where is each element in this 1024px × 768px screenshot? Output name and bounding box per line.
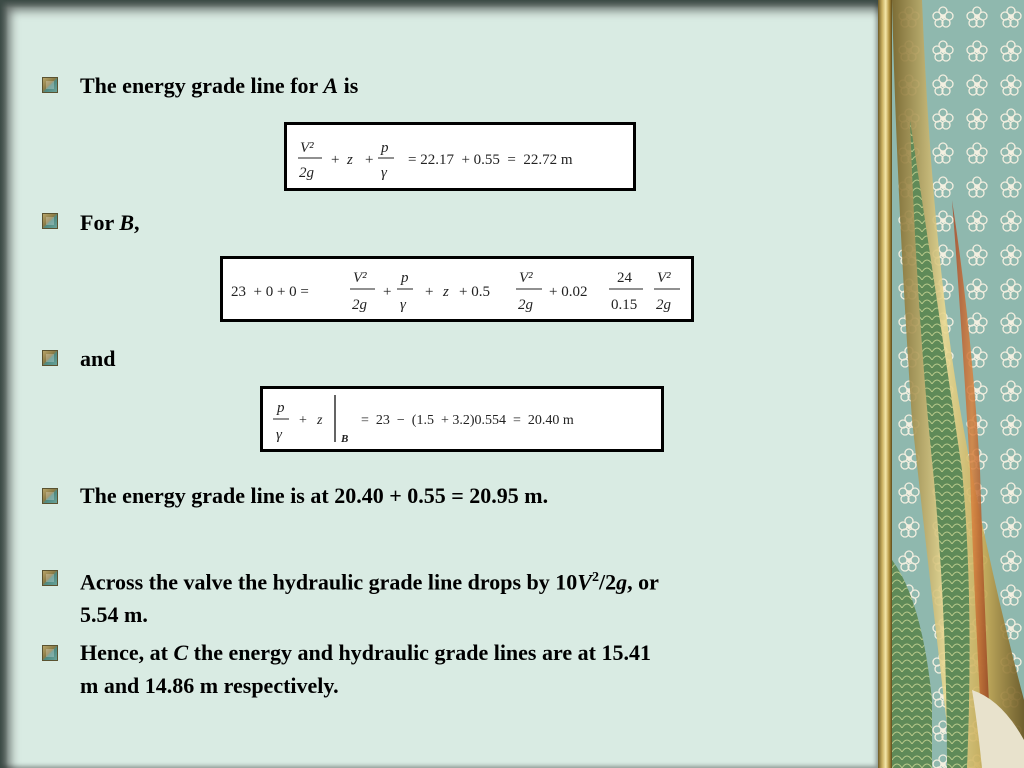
eq2-v2-c: V² (657, 270, 671, 286)
eq3-plus: + (299, 413, 307, 428)
equation-box-3 (260, 386, 664, 452)
eq2-2g-b: 2g (518, 297, 533, 313)
eq2-num: 24 (617, 270, 632, 286)
square-bullet-icon (42, 645, 58, 661)
bullet-6-line2: m and 14.86 m respectively. (80, 673, 339, 698)
bullet-5-line2: 5.54 m. (80, 602, 148, 628)
eq1-rhs: = 22.17 + 0.55 = 22.72 m (408, 151, 573, 168)
eq2-plus-1: + (383, 284, 392, 300)
eq2-lhs: 23 + 0 + 0 = (231, 284, 309, 300)
bullet-2-pre: For (80, 210, 120, 235)
eq1-p: p (381, 139, 389, 156)
equation-1 (290, 127, 630, 187)
bullet-5-g: g (616, 569, 628, 595)
eq1-2g: 2g (299, 164, 314, 181)
eq2-plus-2: + (425, 284, 434, 300)
equation-box-2 (220, 256, 694, 322)
eq3-rhs: = 23 − (1.5 + 3.2)0.554 = 20.40 m (361, 413, 574, 428)
eq2-2g-c: 2g (656, 297, 671, 313)
bullet-text-4: The energy grade line is at 20.40 + 0.55 = 20.95 m. (80, 483, 549, 508)
bullet-1-pre: The energy grade line for (80, 73, 324, 98)
eq1-gamma: γ (381, 164, 387, 181)
bullet-1-post: is (338, 73, 359, 98)
eq2-coef-2: + 0.02 (549, 284, 588, 300)
eq1-plus-1: + (331, 151, 340, 168)
gold-border-strip (878, 0, 892, 768)
bullet-5-slash: /2 (598, 569, 617, 595)
equation-3 (265, 390, 659, 448)
bullet-5-post: , or (627, 569, 659, 595)
bullet-text-6 (80, 636, 850, 702)
square-bullet-icon (42, 77, 58, 93)
equation-2 (225, 260, 689, 318)
square-bullet-icon (42, 570, 58, 586)
eq2-2g-a: 2g (352, 297, 367, 313)
eq3-sub: B (341, 433, 349, 445)
square-bullet-icon (42, 350, 58, 366)
square-bullet-icon (42, 213, 58, 229)
eq3-p: p (277, 400, 285, 416)
square-bullet-icon (42, 488, 58, 504)
bullet-6-post: the energy and hydraulic grade lines are at 15.41 (188, 640, 651, 665)
eq2-v2-a: V² (353, 270, 367, 286)
bullet-text-1 (80, 69, 850, 102)
bullet-6-var: C (173, 640, 189, 665)
bullet-5-v: V (577, 569, 592, 595)
eq1-plus-2: + (365, 151, 374, 168)
eq2-v2-b: V² (519, 270, 533, 286)
eq2-den: 0.15 (611, 297, 638, 313)
bullet-5-sup: 2 (591, 570, 599, 585)
eq1-v2: V² (300, 139, 314, 156)
bullet-2-post: , (134, 210, 140, 235)
bullet-text-5 (80, 561, 850, 631)
eq3-z: z (317, 413, 323, 428)
bullet-text-2 (80, 206, 850, 239)
eq2-z: z (443, 284, 449, 300)
eq2-gamma: γ (400, 297, 406, 313)
bullet-6-pre: Hence, at (80, 640, 174, 665)
bullet-2-var: B (119, 210, 134, 235)
equation-box-1 (284, 122, 636, 191)
eq3-gamma: γ (276, 427, 282, 443)
bullet-5-pre: Across the valve the hydraulic grade line drops by 10 (80, 569, 578, 595)
bullet-1-var: A (323, 73, 339, 98)
eq2-p: p (401, 270, 409, 286)
eq1-z: z (347, 151, 353, 168)
bullet-text-3: and (80, 346, 116, 371)
decorative-drapery-border (892, 0, 1024, 768)
eq2-coef-1: + 0.5 (459, 284, 490, 300)
